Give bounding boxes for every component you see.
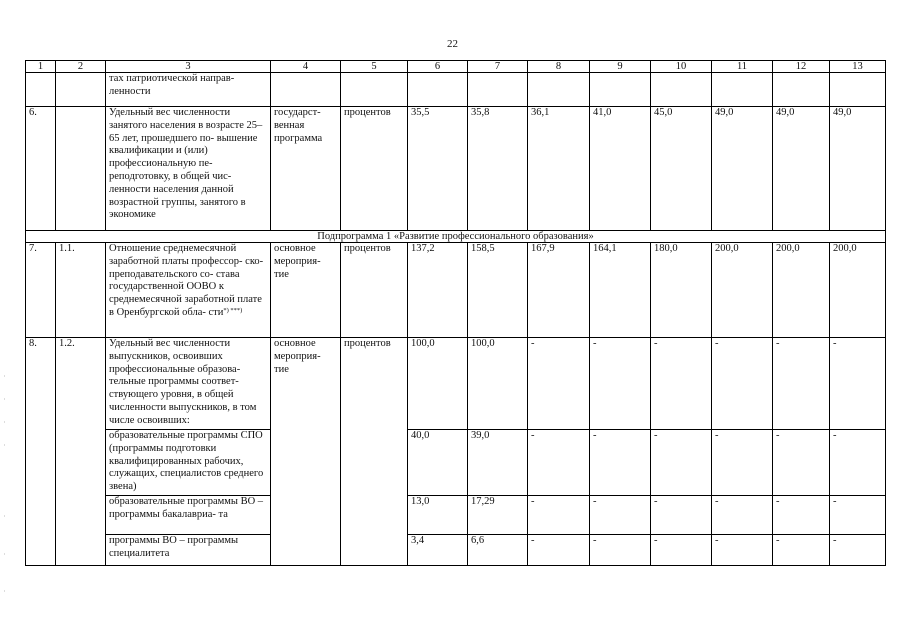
- value-cell: -: [651, 430, 712, 496]
- value-cell: -: [712, 430, 773, 496]
- value-cell: 35,5: [408, 107, 468, 231]
- indicator-unit: процентов: [341, 338, 408, 566]
- value-cell: -: [773, 496, 830, 535]
- value-cell: -: [651, 535, 712, 566]
- row-code: 1.1.: [56, 243, 106, 338]
- value-cell: 40,0: [408, 430, 468, 496]
- scan-mark: [4, 553, 5, 555]
- table-row: [26, 338, 886, 430]
- row-code: 1.2.: [56, 338, 106, 566]
- indicator-unit: процентов: [341, 107, 408, 231]
- indicator-type: основное мероприя- тие: [271, 338, 341, 566]
- header-cell: 11: [712, 61, 773, 73]
- value-cell: -: [830, 535, 886, 566]
- header-cell: 10: [651, 61, 712, 73]
- indicator-type: основное мероприя- тие: [271, 243, 341, 338]
- scan-mark: [4, 590, 5, 592]
- value-cell: -: [590, 496, 651, 535]
- value-cell: -: [830, 430, 886, 496]
- header-cell: 6: [408, 61, 468, 73]
- value-cell: -: [590, 430, 651, 496]
- indicator-name: образовательные программы ВО – программы бакалавриа- та: [106, 496, 271, 535]
- row-number: 7.: [26, 243, 56, 338]
- value-cell: 200,0: [773, 243, 830, 338]
- scan-mark: [4, 421, 5, 423]
- value-cell: 49,0: [830, 107, 886, 231]
- value-cell: -: [528, 496, 590, 535]
- value-cell: -: [773, 338, 830, 430]
- value-cell: -: [830, 338, 886, 430]
- header-cell: 7: [468, 61, 528, 73]
- row-number: 8.: [26, 338, 56, 566]
- value-cell: -: [773, 430, 830, 496]
- table-row: [26, 73, 886, 107]
- header-cell: 3: [106, 61, 271, 73]
- page-number: 22: [447, 38, 458, 50]
- value-cell: 167,9: [528, 243, 590, 338]
- indicators-table: [25, 60, 886, 566]
- value-cell: 49,0: [712, 107, 773, 231]
- indicator-name: тах патриотической направ- ленности: [106, 73, 271, 107]
- indicator-name-text: Отношение среднемесячной заработной платы профессор- ско-преподавательского со- става государственной ООВО к среднемесячной заработной плате в Оренбургской обла- сти: [109, 243, 264, 318]
- header-cell: 2: [56, 61, 106, 73]
- value-cell: -: [590, 338, 651, 430]
- footnote-marks: *) ***): [223, 306, 243, 314]
- value-cell: 13,0: [408, 496, 468, 535]
- value-cell: -: [830, 496, 886, 535]
- value-cell: -: [712, 496, 773, 535]
- header-cell: 13: [830, 61, 886, 73]
- row-number: 6.: [26, 107, 56, 231]
- value-cell: -: [651, 496, 712, 535]
- value-cell: 200,0: [712, 243, 773, 338]
- value-cell: 49,0: [773, 107, 830, 231]
- indicator-name: Удельный вес численности занятого населения в возрасте 25–65 лет, прошедшего по- вышение квалификации и (или) профессиональную пе- реподготовку, в общей чис- ленности населения данной возрастной группы, занятого в экономике: [106, 107, 271, 231]
- scan-mark: [4, 375, 5, 377]
- value-cell: 137,2: [408, 243, 468, 338]
- value-cell: 41,0: [590, 107, 651, 231]
- indicator-name: программы ВО – программы специалитета: [106, 535, 271, 566]
- subprogram-title: Подпрограмма 1 «Развитие профессионального образования»: [26, 231, 886, 243]
- subprogram-row: [26, 231, 886, 243]
- value-cell: -: [712, 338, 773, 430]
- value-cell: 200,0: [830, 243, 886, 338]
- value-cell: 3,4: [408, 535, 468, 566]
- indicator-name: [106, 243, 271, 338]
- header-cell: 5: [341, 61, 408, 73]
- value-cell: 36,1: [528, 107, 590, 231]
- value-cell: -: [773, 535, 830, 566]
- indicator-type: государст- венная программа: [271, 107, 341, 231]
- scan-mark: [4, 515, 5, 517]
- value-cell: -: [528, 338, 590, 430]
- value-cell: -: [528, 430, 590, 496]
- indicator-unit: процентов: [341, 243, 408, 338]
- value-cell: 180,0: [651, 243, 712, 338]
- value-cell: 164,1: [590, 243, 651, 338]
- scan-mark: [4, 398, 5, 400]
- value-cell: 158,5: [468, 243, 528, 338]
- value-cell: 100,0: [408, 338, 468, 430]
- value-cell: 39,0: [468, 430, 528, 496]
- value-cell: -: [590, 535, 651, 566]
- value-cell: -: [651, 338, 712, 430]
- table-row: [26, 430, 886, 496]
- header-cell: 1: [26, 61, 56, 73]
- header-cell: 9: [590, 61, 651, 73]
- value-cell: -: [528, 535, 590, 566]
- header-cell: 4: [271, 61, 341, 73]
- table-row: [26, 535, 886, 566]
- value-cell: 6,6: [468, 535, 528, 566]
- header-row: [26, 61, 886, 73]
- scan-mark: [4, 444, 5, 446]
- table-row: [26, 107, 886, 231]
- header-cell: 12: [773, 61, 830, 73]
- value-cell: 17,29: [468, 496, 528, 535]
- row-code: [56, 107, 106, 231]
- indicator-name: образовательные программы СПО (программы подготовки квалифицированных рабочих, служащих, специалистов среднего звена): [106, 430, 271, 496]
- value-cell: 45,0: [651, 107, 712, 231]
- value-cell: -: [712, 535, 773, 566]
- header-cell: 8: [528, 61, 590, 73]
- table-row: [26, 496, 886, 535]
- indicator-name: Удельный вес численности выпускников, освоивших профессиональные образова- тельные программы соответ- ствующего уровня, в общей численности выпускников, в том числе освоивших:: [106, 338, 271, 430]
- value-cell: 35,8: [468, 107, 528, 231]
- table-row: [26, 243, 886, 338]
- value-cell: 100,0: [468, 338, 528, 430]
